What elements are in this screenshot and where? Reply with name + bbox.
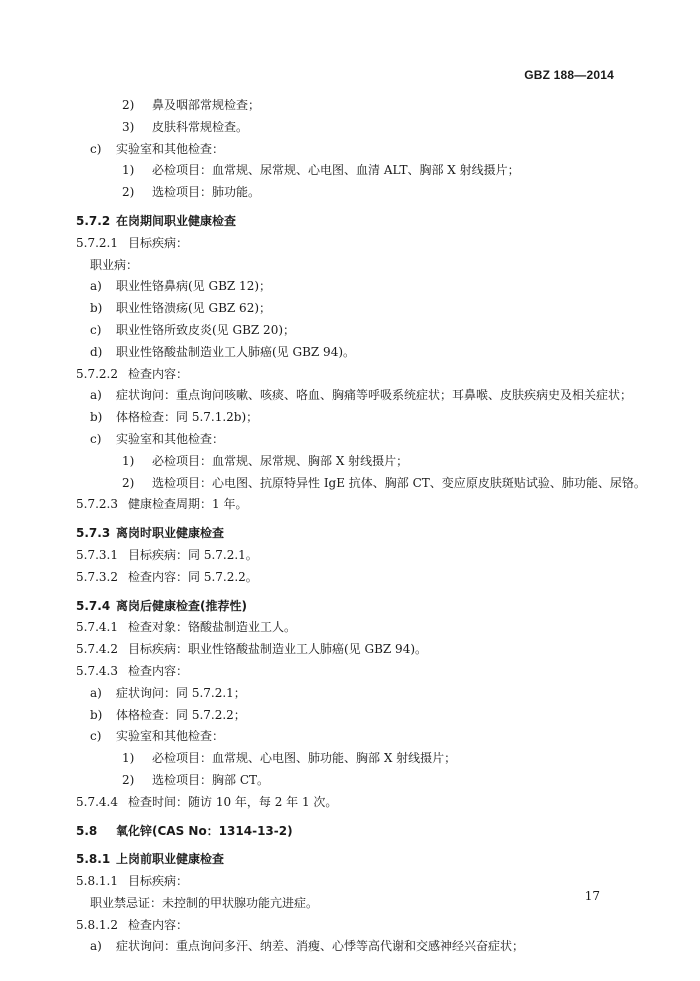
clause-number: 5.7.2.2 — [76, 366, 118, 381]
list-label: c) — [90, 141, 102, 156]
section-title: 离岗后健康检查(推荐性) — [116, 598, 247, 613]
item2-line — [76, 159, 636, 181]
heading-line — [76, 848, 636, 870]
clause-line — [76, 493, 636, 515]
item2-line — [76, 747, 636, 769]
list-item-text: 鼻及咽部常规检查； — [152, 98, 261, 112]
list-label: 2) — [122, 98, 135, 112]
clause-number: 5.7.3.2 — [76, 569, 118, 584]
list-label: b) — [90, 707, 103, 722]
clause-line — [76, 616, 636, 638]
clause-number: 5.8.1.1 — [76, 874, 118, 889]
clause-line — [76, 544, 636, 566]
list-item-text: 体格检查：同 5.7.1.2b)； — [116, 410, 259, 425]
list-item-text: 必检项目：血常规、心电图、肺功能、胸部 X 射线摄片； — [152, 751, 457, 766]
list-label: c) — [90, 729, 102, 744]
clause-text: 检查内容：同 5.7.2.2。 — [128, 569, 258, 584]
item1-line — [76, 319, 636, 341]
plain1-line: 职业禁忌证：未控制的甲状腺功能亢进症。 — [90, 895, 319, 910]
section-number: 5.7.3 — [76, 526, 111, 541]
list-item-text: 症状询问：同 5.7.2.1； — [116, 685, 246, 700]
list-item-text: 职业性铬鼻病(见 GBZ 12)； — [116, 279, 272, 294]
item1-line — [76, 704, 636, 726]
list-item-text: 职业性铬溃疡(见 GBZ 62)； — [116, 301, 272, 316]
clause-number: 5.7.4.1 — [76, 620, 118, 635]
section-title: 氧化锌(CAS No：1314-13-2) — [116, 823, 293, 838]
section-number: 5.7.2 — [76, 213, 111, 228]
list-label: 2) — [122, 772, 135, 787]
list-item-text: 选检项目：肺功能。 — [152, 185, 261, 200]
spacer — [76, 588, 636, 595]
section-number: 5.7.4 — [76, 598, 111, 613]
section-line — [76, 820, 636, 842]
clause-number: 5.7.4.3 — [76, 663, 118, 678]
clause-text: 目标疾病：同 5.7.2.1。 — [128, 547, 258, 562]
section-number: 5.8.1 — [76, 852, 111, 867]
clause-line — [76, 870, 636, 892]
clause-text: 检查对象：铬酸盐制造业工人。 — [128, 620, 297, 635]
clause-number: 5.7.4.4 — [76, 794, 118, 809]
list-label: b) — [90, 301, 103, 316]
list-label: 1) — [122, 751, 135, 766]
clause-line — [76, 638, 636, 660]
list-label: a) — [90, 279, 102, 294]
item1-line — [76, 275, 636, 297]
spacer — [76, 813, 636, 820]
clause-number: 5.8.1.2 — [76, 917, 118, 932]
list-item-text: 皮肤科常规检查。 — [152, 119, 249, 134]
list-item-text: 职业性铬所致皮炎(见 GBZ 20)； — [116, 322, 296, 337]
clause-text: 检查内容： — [128, 663, 189, 678]
spacer — [76, 203, 636, 210]
list-item-text: 必检项目：血常规、尿常规、心电图、血清 ALT、胸部 X 射线摄片； — [152, 163, 520, 178]
list-label: c) — [90, 431, 102, 446]
clause-number: 5.7.4.2 — [76, 642, 118, 657]
item1-line — [76, 725, 636, 747]
spacer — [76, 841, 636, 848]
heading-line — [76, 522, 636, 544]
clause-text: 检查内容： — [128, 917, 189, 932]
clause-number: 5.7.2.1 — [76, 235, 118, 250]
section-title: 上岗前职业健康检查 — [116, 852, 225, 867]
list-item-text: 职业性铬酸盐制造业工人肺癌(见 GBZ 94)。 — [116, 344, 356, 359]
section-title: 离岗时职业健康检查 — [116, 526, 225, 541]
list-label: a) — [90, 685, 102, 700]
section-number: 5.8 — [76, 823, 98, 838]
list-label: c) — [90, 322, 102, 337]
list-label: 1) — [122, 163, 135, 178]
list-label: b) — [90, 410, 103, 425]
spacer — [76, 515, 636, 522]
list-item-text: 症状询问：重点询问多汗、纳差、消瘦、心悸等高代谢和交感神经兴奋症状； — [116, 939, 525, 954]
clause-text: 目标疾病： — [128, 235, 189, 250]
item1-line — [76, 682, 636, 704]
item1-line — [76, 406, 636, 428]
plain1-line: 职业病： — [90, 257, 139, 272]
clause-line — [76, 363, 636, 385]
item2-line — [76, 472, 646, 494]
list-item-text: 实验室和其他检查： — [116, 729, 225, 744]
clause-text: 目标疾病： — [128, 874, 189, 889]
list-item-text: 症状询问：重点询问咳嗽、咳痰、咯血、胸痛等呼吸系统症状；耳鼻喉、皮肤疾病史及相关症状； — [116, 388, 633, 403]
page-number: 17 — [584, 889, 600, 903]
item1-line — [76, 428, 636, 450]
item1-line — [76, 341, 636, 363]
list-label: d) — [90, 344, 103, 359]
list-label: 1) — [122, 453, 135, 468]
clause-line — [76, 566, 636, 588]
clause-number: 5.7.3.1 — [76, 547, 118, 562]
section-title: 在岗期间职业健康检查 — [116, 213, 237, 228]
list-item-text: 必检项目：血常规、尿常规、胸部 X 射线摄片； — [152, 453, 409, 468]
item1-line — [76, 297, 636, 319]
item1-line — [76, 384, 636, 406]
item2-line — [76, 94, 636, 116]
item2-line — [76, 769, 636, 791]
standard-code-header: GBZ 188—2014 — [524, 68, 614, 82]
list-label: 2) — [122, 475, 135, 490]
list-label: a) — [90, 388, 102, 403]
clause-number: 5.7.2.3 — [76, 497, 118, 512]
clause-line — [76, 660, 636, 682]
item2-line — [76, 450, 636, 472]
item1-line — [76, 138, 636, 160]
list-item-text: 实验室和其他检查： — [116, 431, 225, 446]
list-item-text: 选检项目：胸部 CT。 — [152, 772, 270, 787]
clause-text: 检查时间：随访 10 年，每 2 年 1 次。 — [128, 794, 338, 809]
list-label: 2) — [122, 185, 135, 200]
clause-text: 检查内容： — [128, 366, 189, 381]
item2-line — [76, 181, 636, 203]
list-item-text: 体格检查：同 5.7.2.2； — [116, 707, 246, 722]
clause-line — [76, 914, 636, 936]
heading-line — [76, 210, 636, 232]
list-item-text: 实验室和其他检查： — [116, 141, 225, 156]
clause-text: 健康检查周期：1 年。 — [128, 497, 248, 512]
heading-line — [76, 595, 636, 617]
document-body — [76, 94, 646, 957]
clause-line — [76, 232, 636, 254]
list-label: a) — [90, 939, 102, 954]
clause-line — [76, 791, 636, 813]
list-item-text: 选检项目：心电图、抗原特异性 IgE 抗体、胸部 CT、变应原皮肤斑贴试验、肺功能、尿铬。 — [152, 475, 646, 490]
list-label: 3) — [122, 119, 135, 134]
item2-line — [76, 116, 636, 138]
item1-line — [76, 935, 636, 957]
clause-text: 目标疾病：职业性铬酸盐制造业工人肺癌(见 GBZ 94)。 — [128, 642, 428, 657]
